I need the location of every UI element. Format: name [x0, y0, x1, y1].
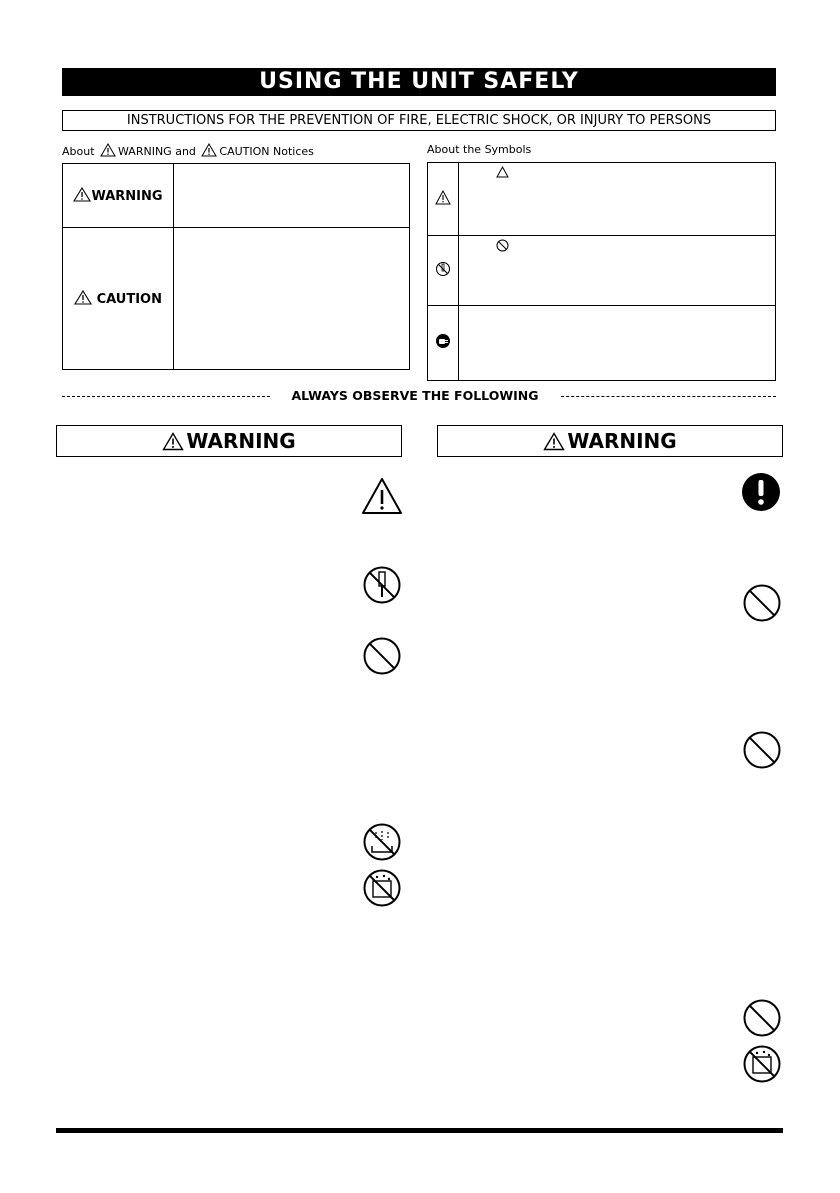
warning-triangle-icon	[74, 290, 92, 305]
symbol-description-cell	[459, 306, 776, 381]
divider-right	[556, 396, 776, 397]
warning-triangle-icon	[73, 187, 91, 202]
right-warning-label: WARNING	[567, 429, 677, 453]
unplug-icon	[435, 333, 451, 349]
notices-caption-prefix: About	[62, 145, 95, 158]
left-warning-label: WARNING	[186, 429, 296, 453]
caution-label: CAUTION	[96, 292, 162, 307]
right-warning-heading	[437, 425, 783, 457]
caution-label-cell	[63, 228, 174, 370]
prohibited-icon	[742, 998, 782, 1038]
footer-rule	[56, 1128, 783, 1133]
prohibited-icon	[496, 239, 509, 252]
prohibited-icon	[742, 730, 782, 770]
prohibited-icon	[742, 583, 782, 623]
do-not-disassemble-icon	[362, 565, 402, 605]
page-title: USING THE UNIT SAFELY	[62, 68, 776, 96]
symbol-icon-cell	[428, 306, 459, 381]
notices-caption-warning: WARNING	[118, 145, 172, 158]
symbols-caption: About the Symbols	[427, 143, 532, 156]
observe-heading: ALWAYS OBSERVE THE FOLLOWING	[270, 388, 560, 404]
notices-caption-suffix: Notices	[273, 145, 314, 158]
no-foreign-objects-icon	[742, 1044, 782, 1084]
notices-caption	[62, 143, 314, 159]
notices-table	[62, 163, 410, 370]
notices-caption-and: and	[175, 145, 196, 158]
no-water-icon	[362, 822, 402, 862]
symbol-icon-cell	[428, 236, 459, 306]
caution-description-cell	[174, 228, 410, 370]
divider-left	[62, 396, 270, 397]
left-warning-heading	[56, 425, 402, 457]
warning-triangle-icon	[543, 432, 565, 451]
warning-label-cell	[63, 164, 174, 228]
notices-caption-caution: CAUTION	[219, 145, 270, 158]
subtitle-banner: INSTRUCTIONS FOR THE PREVENTION OF FIRE, ELECTRIC SHOCK, OR INJURY TO PERSONS	[62, 110, 776, 131]
symbol-description-cell	[459, 236, 776, 306]
warning-triangle-icon	[201, 143, 217, 157]
mandatory-action-icon	[741, 472, 781, 512]
no-foreign-objects-icon	[362, 868, 402, 908]
symbols-table	[427, 162, 776, 381]
warning-description-cell	[174, 164, 410, 228]
do-not-disassemble-icon	[435, 261, 451, 277]
warning-triangle-icon	[100, 143, 116, 157]
warning-triangle-icon	[162, 432, 184, 451]
warning-label: WARNING	[91, 189, 163, 204]
warning-triangle-icon	[496, 166, 509, 178]
warning-triangle-icon	[360, 476, 404, 516]
symbol-description-cell	[459, 163, 776, 236]
warning-triangle-icon	[435, 190, 451, 205]
symbol-icon-cell	[428, 163, 459, 236]
prohibited-icon	[362, 636, 402, 676]
